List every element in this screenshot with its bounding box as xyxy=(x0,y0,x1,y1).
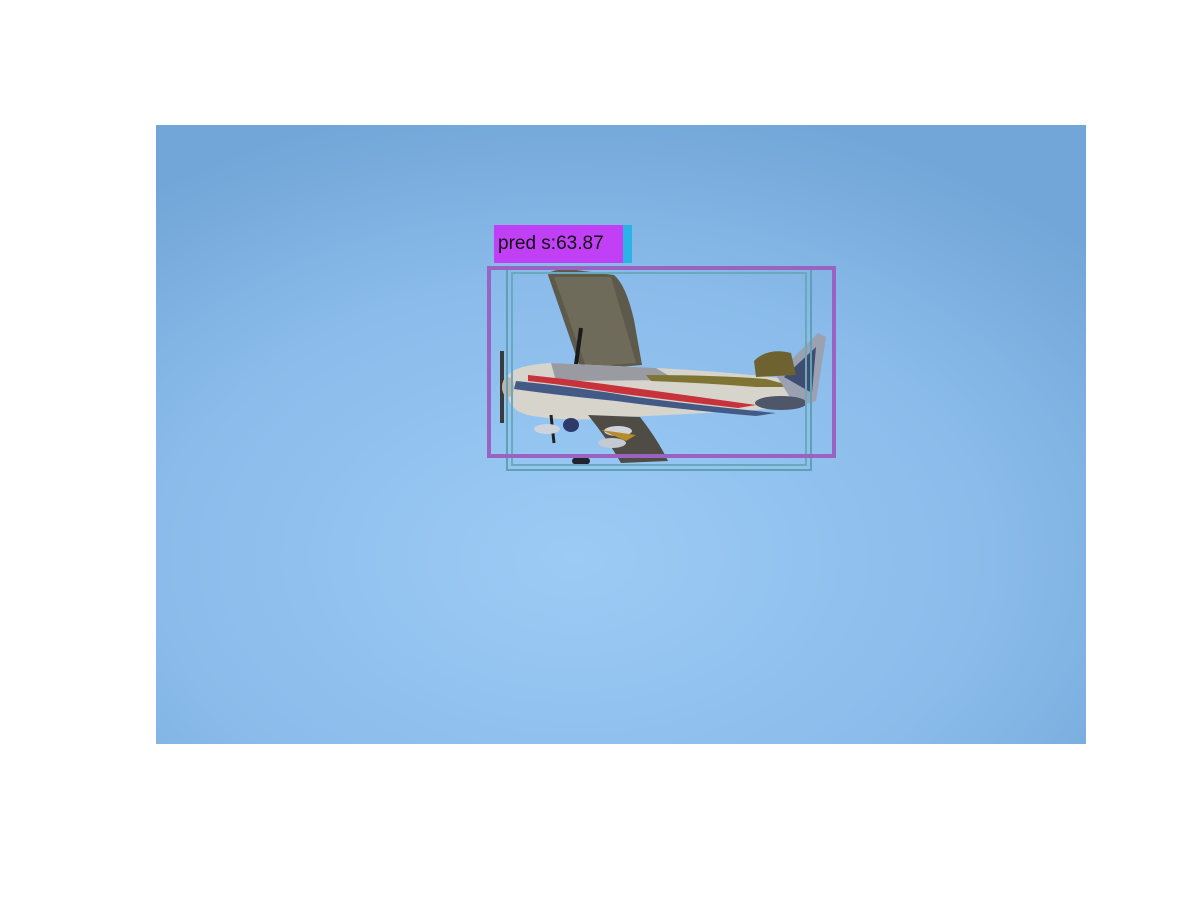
detection-figure xyxy=(156,125,1086,744)
prediction-label xyxy=(494,225,623,263)
prediction-label-text: pred s:63.87 xyxy=(498,233,604,254)
airplane-icon xyxy=(156,125,1086,744)
